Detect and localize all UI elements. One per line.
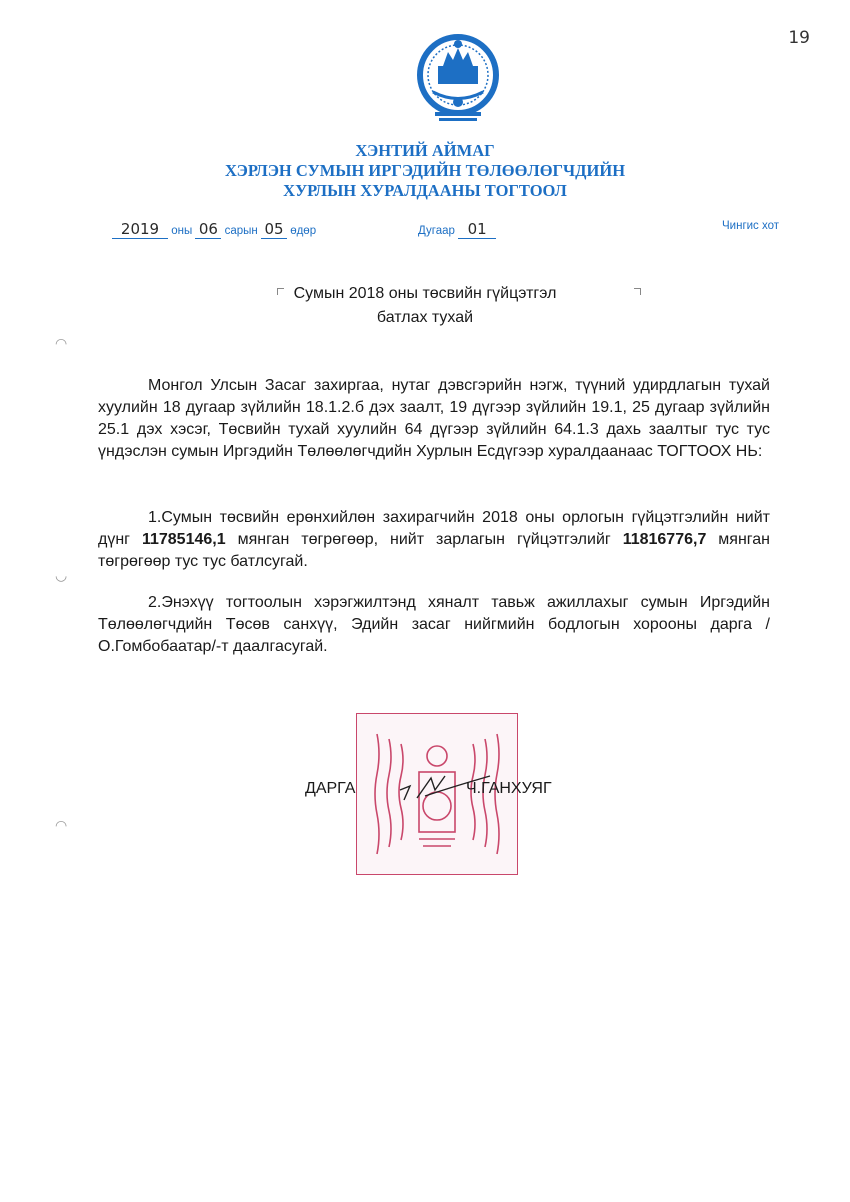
preamble-paragraph (98, 375, 770, 463)
item-1-part-c: мянган төгрөгөөр тус тус батлсугай. (98, 531, 771, 570)
preamble-text: Монгол Улсын Засаг захиргаа, нутаг дэвсгэрийн нэгж, түүний удирдлагын тухай хуулийн 18 дугаар зүйлийн 18.1.2.б дэх заалт, 19 дүгээр зүйлийн 19.1, 25 дугаар зүйлийн 25.1 дэх хэсэг, Төсвийн тухай хуулийн 64 дүгээр зүйлийн 64.1.3 дахь заалтыг тус тус үндэслэн сумын Иргэдийн Төлөөлөгчдийн Хурлын Есдүгээр хуралдаанаас ТОГТООХ НЬ: (98, 377, 770, 460)
year-label: оны (171, 225, 193, 237)
signature-title: ДАРГА (305, 780, 356, 797)
item-2-text: 2.Энэхүү тогтоолын хэрэгжилтэнд хяналт тавьж ажиллахыг сумын Иргэдийн Төлөөлөгчдийн Төсөв санхүү, Эдийн засаг нийгмийн бодлогын хорооны дарга /О.Гомбобаатар/-т даалгасугай. (98, 594, 770, 655)
number-field (418, 220, 496, 239)
margin-mark: ◠ (55, 817, 68, 833)
subject-line-2: батлах тухай (376, 309, 474, 326)
place: Чингис хот (722, 220, 780, 232)
item-1-part-a: 1.Сумын төсвийн ерөнхийлөн захирагчийн 2018 оны орлогын гүйцэтгэлийн нийт дүнг (98, 509, 770, 548)
state-emblem-icon (413, 30, 503, 130)
header-line-2: ХЭРЛЭН СУМЫН ИРГЭДИЙН ТӨЛӨӨЛӨГЧДИЙН (224, 161, 626, 180)
income-total: 11785146,1 (141, 531, 226, 548)
month-value: 06 (195, 220, 221, 239)
date-field (112, 220, 316, 239)
day-value: 05 (261, 220, 287, 239)
subject-line-1: Сумын 2018 оны төсвийн гүйцэтгэл (293, 285, 557, 302)
margin-mark: ◡ (55, 567, 68, 583)
subject (0, 282, 850, 330)
item-1-text (98, 507, 770, 573)
year-value: 2019 (112, 220, 168, 239)
number-label: Дугаар (418, 225, 455, 237)
month-label: сарын (224, 225, 258, 237)
item-2-paragraph (98, 592, 770, 658)
margin-mark: ◠ (55, 335, 68, 351)
header-line-1: ХЭНТИЙ АЙМАГ (355, 141, 495, 160)
page-number: 19 (788, 28, 810, 48)
day-label: өдөр (290, 225, 317, 237)
number-value: 01 (458, 220, 496, 239)
expense-total: 11816776,7 (622, 531, 707, 548)
item-1-part-b: мянган төгрөгөөр, нийт зарлагын гүйцэтгэлийг (225, 531, 623, 548)
header-line-3: ХУРЛЫН ХУРАЛДААНЫ ТОГТООЛ (283, 181, 567, 200)
signature-name: Ч.ГАНХУЯГ (466, 780, 552, 797)
item-1-paragraph (98, 507, 770, 573)
